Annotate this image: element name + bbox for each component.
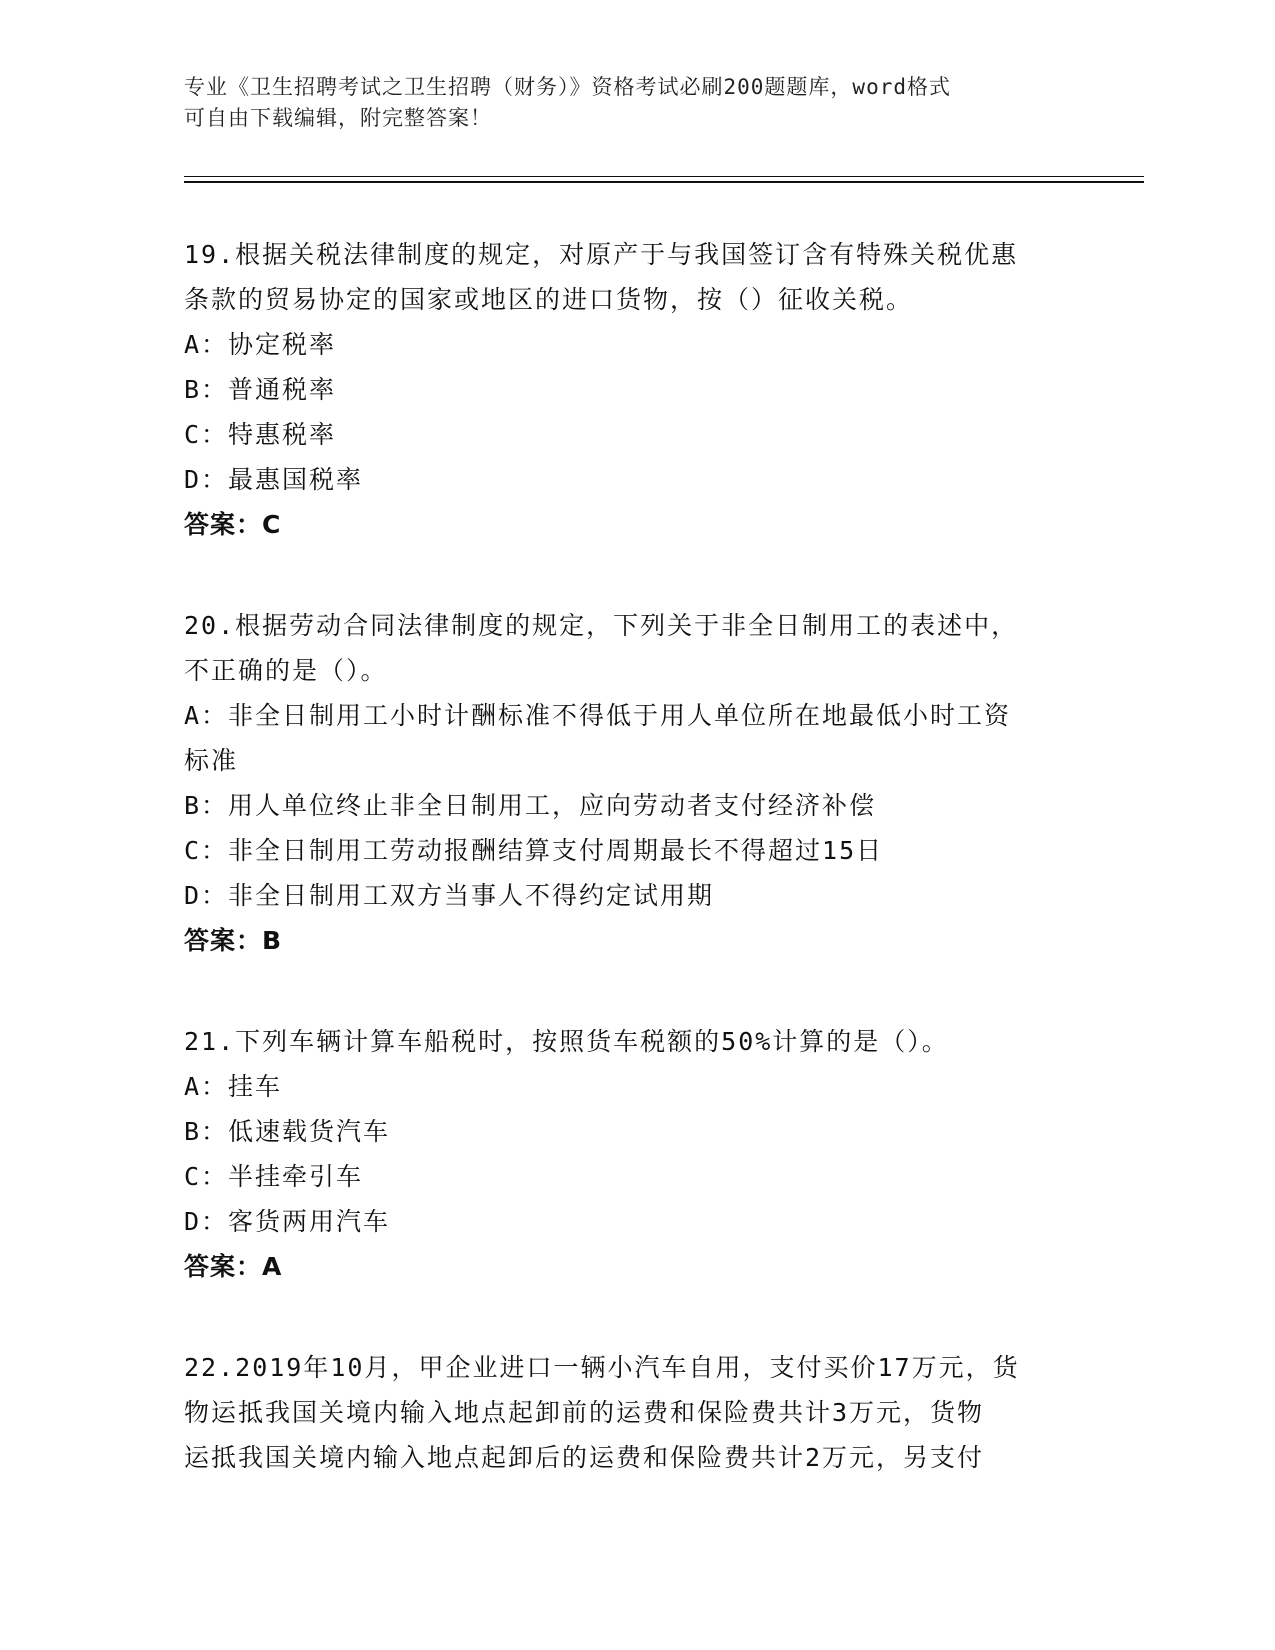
stem-line: 不正确的是（）。 xyxy=(184,656,388,685)
stem-line: 运抵我国关境内输入地点起卸后的运费和保险费共计2万元，另支付 xyxy=(184,1443,985,1472)
option-b: B：普通税率 xyxy=(184,375,337,404)
option-a: A：协定税率 xyxy=(184,330,337,359)
header-line-2: 可自由下载编辑，附完整答案！ xyxy=(184,106,492,130)
stem-line: 条款的贸易协定的国家或地区的进口货物，按（）征收关税。 xyxy=(184,285,914,314)
stem-line: 22.2019年10月，甲企业进口一辆小汽车自用，支付买价17万元，货 xyxy=(184,1353,1020,1382)
answer-line: 答案：C xyxy=(184,510,282,539)
option-a-line-2: 标准 xyxy=(184,746,239,775)
option-c: C：非全日制用工劳动报酬结算支付周期最长不得超过15日 xyxy=(184,836,884,865)
option-d: D：客货两用汽车 xyxy=(184,1207,391,1236)
question-stem xyxy=(184,232,1064,322)
option-a-line-1: A：非全日制用工小时计酬标准不得低于用人单位所在地最低小时工资 xyxy=(184,701,1012,730)
stem-line: 19.根据关税法律制度的规定，对原产于与我国签订含有特殊关税优惠 xyxy=(184,240,1019,269)
option-d: D：非全日制用工双方当事人不得约定试用期 xyxy=(184,881,715,910)
option-b: B：用人单位终止非全日制用工，应向劳动者支付经济补偿 xyxy=(184,791,877,820)
question-22 xyxy=(184,1345,1064,1480)
question-21 xyxy=(184,1019,1064,1289)
header-line-1: 专业《卫生招聘考试之卫生招聘（财务）》资格考试必刷200题题库，word格式 xyxy=(184,75,951,99)
question-19 xyxy=(184,232,1064,547)
header-divider-thick xyxy=(184,181,1144,183)
option-a xyxy=(184,693,1064,783)
option-b: B：低速载货汽车 xyxy=(184,1117,391,1146)
option-c: C：半挂牵引车 xyxy=(184,1162,364,1191)
question-list xyxy=(184,232,1064,1480)
document-header xyxy=(184,72,1064,134)
answer-line: 答案：B xyxy=(184,926,283,955)
answer-line: 答案：A xyxy=(184,1252,283,1281)
question-stem xyxy=(184,1345,1064,1480)
stem-line: 物运抵我国关境内输入地点起卸前的运费和保险费共计3万元，货物 xyxy=(184,1398,985,1427)
stem-line: 21.下列车辆计算车船税时，按照货车税额的50%计算的是（）。 xyxy=(184,1027,949,1056)
option-d: D：最惠国税率 xyxy=(184,465,364,494)
header-divider-thin xyxy=(184,176,1144,177)
question-stem xyxy=(184,1019,1064,1064)
question-stem xyxy=(184,603,1064,693)
stem-line: 20.根据劳动合同法律制度的规定，下列关于非全日制用工的表述中， xyxy=(184,611,1019,640)
option-a: A：挂车 xyxy=(184,1072,283,1101)
question-20 xyxy=(184,603,1064,963)
option-c: C：特惠税率 xyxy=(184,420,337,449)
